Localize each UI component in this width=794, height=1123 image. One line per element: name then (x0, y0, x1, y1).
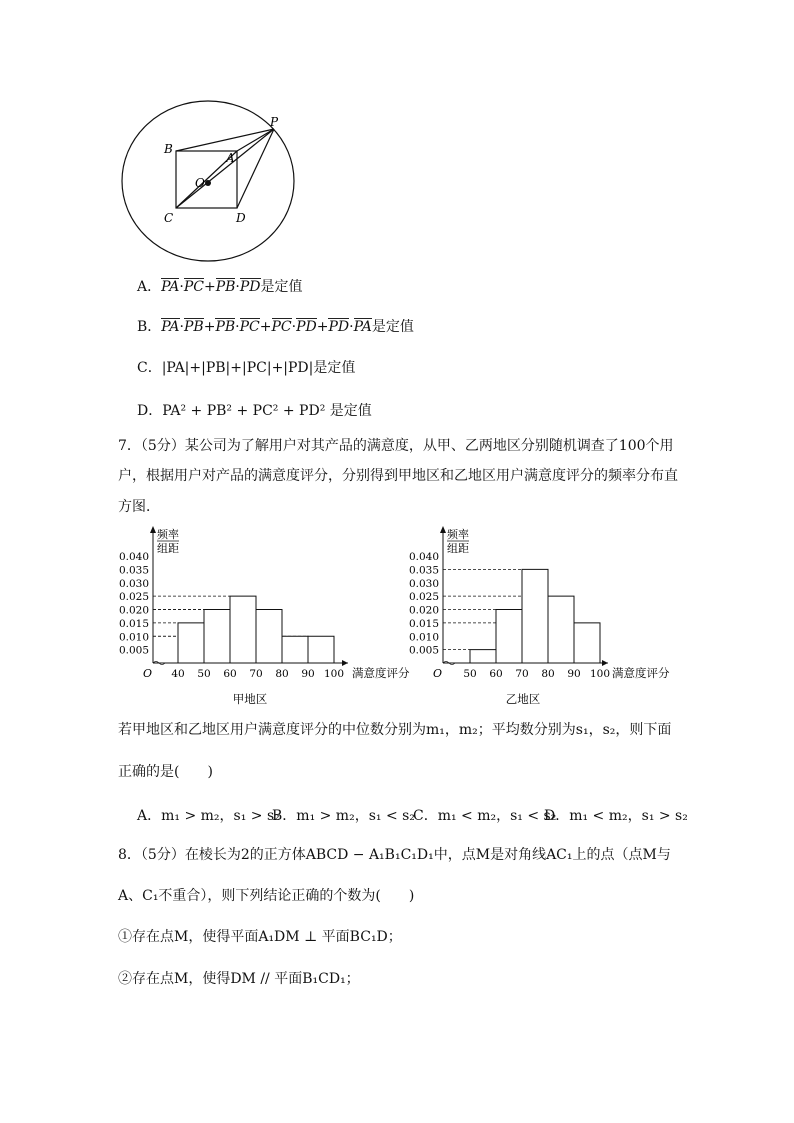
x-tick-label: 80 (541, 668, 555, 680)
y-tick-label: 0.010 (118, 631, 149, 644)
histogram-bar (548, 596, 574, 663)
x-tick-label: 70 (515, 668, 529, 680)
q7-stem-line1: 7．（5分）某公司为了解用户对其产品的满意度，从甲、乙两地区分别随机调查了100个用 (118, 438, 674, 454)
x-tick-label: 50 (197, 668, 211, 680)
x-tick-label: 90 (567, 668, 581, 680)
x-tick-label: 40 (171, 668, 185, 680)
vector-term: PA (161, 319, 180, 335)
histogram-bar (230, 596, 256, 663)
origin-label: O (433, 667, 443, 680)
operator: + (203, 279, 216, 295)
label-D: D (236, 211, 246, 225)
q8-stem-line1: 8．（5分）在棱长为2的正方体ABCD − A₁B₁C₁D₁中，点M是对角线AC₁上的点（点M与 (118, 847, 671, 863)
q7-option-a[interactable]: A．m₁ > m₂，s₁ > s₂ (137, 808, 280, 824)
label-A: A (226, 151, 235, 165)
operator: · (235, 279, 240, 295)
label-B: B (164, 142, 173, 156)
vector-term: PC (271, 319, 292, 335)
y-tick-label: 0.015 (118, 617, 149, 630)
x-axis-arrow (342, 660, 348, 666)
option-tail: 是定值 (371, 319, 414, 335)
label-O: O (195, 176, 205, 190)
option-text: |PA|+|PB|+|PC|+|PD|是定值 (161, 360, 356, 376)
vector-term: PD (239, 279, 261, 295)
y-tick-label: 0.010 (408, 631, 439, 644)
y-tick-label: 0.005 (408, 644, 439, 657)
q7-option-c[interactable]: C．m₁ < m₂，s₁ < s₂ (413, 808, 557, 824)
y-tick-label: 0.035 (408, 564, 439, 577)
histogram-bar (256, 610, 282, 664)
y-label-bottom: 组距 (447, 542, 469, 555)
q7-stem-line3: 方图． (118, 499, 160, 515)
q7-question-line2: 正确的是( ) (118, 764, 213, 780)
y-tick-label: 0.040 (408, 551, 439, 563)
y-tick-label: 0.020 (118, 604, 149, 617)
vector-term: PC (239, 319, 260, 335)
x-tick-label: 70 (249, 668, 263, 680)
y-axis-arrow (150, 526, 156, 533)
x-axis-label: 满意度评分 (352, 666, 410, 680)
geometry-figure (118, 96, 298, 266)
operator: · (235, 319, 240, 335)
option-letter: C． (137, 360, 162, 376)
chart-title: 甲地区 (232, 692, 268, 706)
y-label-bottom: 组距 (157, 542, 179, 555)
q7-option-b[interactable]: B．m₁ > m₂，s₁ < s₂ (272, 808, 415, 824)
histogram-jia (118, 522, 418, 712)
operator: · (179, 279, 184, 295)
histogram-bar (522, 569, 548, 663)
y-tick-label: 0.035 (118, 564, 149, 577)
q7-option-d[interactable]: D．m₁ < m₂，s₁ > s₂ (544, 808, 688, 824)
operator: + (203, 319, 216, 335)
operator: · (291, 319, 297, 335)
operator: + (259, 319, 272, 335)
q7-question-line1: 若甲地区和乙地区用户满意度评分的中位数分别为m₁，m₂；平均数分别为s₁，s₂，则下面 (118, 722, 672, 738)
histogram-yi (398, 522, 688, 712)
q6-option-a[interactable] (137, 276, 303, 296)
q6-option-b[interactable] (137, 316, 414, 336)
x-tick-label: 90 (301, 668, 315, 680)
vector-term: PD (296, 319, 317, 335)
x-tick-label: 80 (275, 668, 289, 680)
origin-label: O (143, 667, 153, 680)
x-tick-label: 50 (463, 668, 477, 680)
vector-term: PA (161, 279, 180, 295)
y-tick-label: 0.025 (118, 591, 149, 604)
y-tick-label: 0.015 (408, 617, 439, 630)
q6-option-d[interactable] (137, 400, 372, 420)
option-letter: D． (137, 403, 163, 419)
y-tick-label: 0.040 (118, 551, 149, 563)
y-tick-label: 0.030 (408, 577, 439, 590)
operator: + (316, 319, 329, 335)
q7-stem-line2: 户，根据用户对产品的满意度评分，分别得到甲地区和乙地区用户满意度评分的频率分布直 (118, 468, 678, 484)
y-axis-arrow (440, 526, 446, 533)
label-C: C (164, 211, 174, 225)
q8-item-1: ①存在点M，使得平面A₁DM ⊥ 平面BC₁D； (118, 929, 402, 945)
q8-stem-line2: A、C₁不重合），则下列结论正确的个数为( ) (118, 888, 415, 904)
x-tick-label: 60 (223, 668, 237, 680)
option-letter: B． (137, 319, 162, 335)
y-label-top: 频率 (157, 528, 179, 541)
y-tick-label: 0.030 (118, 577, 149, 590)
label-P: P (270, 115, 279, 129)
vector-term: PC (183, 279, 204, 295)
y-tick-label: 0.005 (118, 644, 149, 657)
operator: · (349, 319, 354, 335)
chart-title: 乙地区 (505, 692, 541, 706)
histogram-bar (496, 610, 522, 664)
vector-term: PB (184, 319, 204, 335)
histogram-bar (308, 636, 334, 663)
vector-term: PA (353, 319, 372, 335)
histogram-bar (282, 636, 308, 663)
x-tick-label: 100 (589, 668, 611, 680)
vector-term: PB (215, 279, 236, 295)
histogram-bar (178, 623, 204, 663)
x-axis-arrow (602, 660, 608, 666)
y-tick-label: 0.025 (408, 591, 439, 604)
histogram-bar (204, 610, 230, 664)
x-tick-label: 60 (489, 668, 503, 680)
x-tick-label: 100 (323, 668, 345, 680)
y-label-top: 频率 (447, 528, 469, 541)
y-tick-label: 0.020 (408, 604, 439, 617)
x-axis-label: 满意度评分 (612, 666, 670, 680)
histogram-bar (470, 650, 496, 663)
q8-item-2: ②存在点M，使得DM // 平面B₁CD₁； (118, 971, 360, 987)
q6-option-c[interactable] (137, 357, 355, 377)
option-tail: 是定值 (260, 279, 303, 295)
vector-term: PD (328, 319, 350, 335)
vector-term: PB (215, 319, 236, 335)
option-letter: A． (137, 279, 162, 295)
histogram-bar (574, 623, 600, 663)
operator: · (179, 319, 184, 335)
option-text: PA² + PB² + PC² + PD² 是定值 (162, 403, 372, 419)
